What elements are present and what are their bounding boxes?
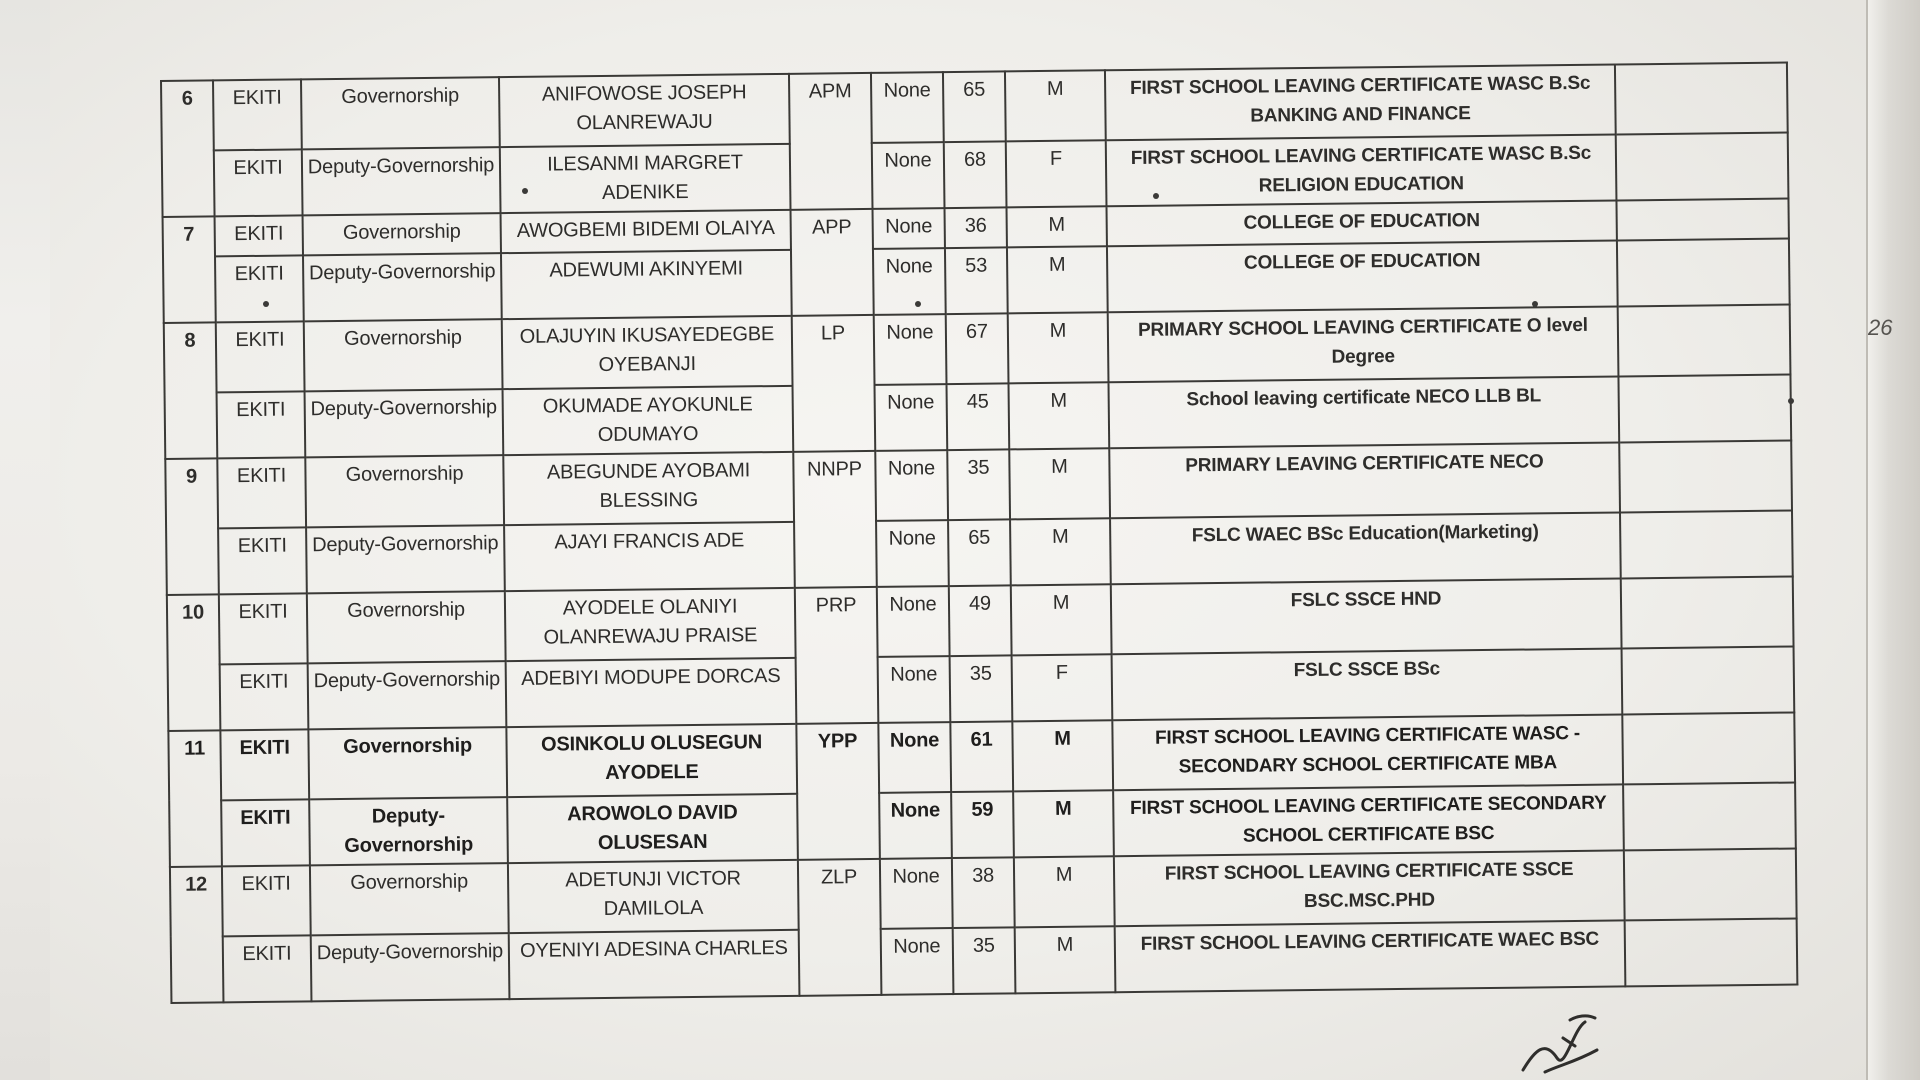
position-cell: Governorship bbox=[305, 455, 504, 527]
party-cell: YPP bbox=[796, 723, 880, 860]
age-cell: 67 bbox=[946, 313, 1009, 384]
state-cell: EKITI bbox=[215, 215, 303, 256]
party-cell: ZLP bbox=[798, 859, 882, 996]
blank-cell bbox=[1618, 305, 1791, 377]
candidate-name-cell: ADEBIYI MODUPE DORCAS bbox=[506, 658, 797, 727]
party-cell: NNPP bbox=[793, 451, 877, 588]
position-cell: Governorship bbox=[307, 591, 506, 663]
pwd-cell: None bbox=[879, 792, 952, 859]
qualification-cell: FSLC SSCE HND bbox=[1111, 578, 1622, 654]
candidate-name-cell: ANIFOWOSE JOSEPH OLANREWAJU bbox=[499, 74, 790, 147]
gender-cell: M bbox=[1009, 448, 1110, 519]
gender-cell: M bbox=[1007, 246, 1108, 313]
serial-number-cell: 12 bbox=[170, 866, 224, 1003]
pen-mark bbox=[1532, 301, 1538, 307]
blank-cell bbox=[1615, 63, 1788, 135]
blank-cell bbox=[1623, 782, 1796, 850]
pwd-cell: None bbox=[878, 656, 951, 723]
qualification-cell: FIRST SCHOOL LEAVING CERTIFICATE WASC - SECONDARY SCHOOL CERTIFICATE MBA bbox=[1112, 714, 1623, 790]
qualification-cell: FIRST SCHOOL LEAVING CERTIFICATE WAEC BSC bbox=[1115, 920, 1626, 992]
qualification-cell: COLLEGE OF EDUCATION bbox=[1107, 240, 1618, 312]
qualification-cell: FSLC SSCE BSc bbox=[1112, 648, 1623, 720]
candidate-name-cell: OSINKOLU OLUSEGUN AYODELE bbox=[506, 724, 797, 797]
qualification-cell: FIRST SCHOOL LEAVING CERTIFICATE SSCE BSC.MSC.PHD bbox=[1114, 850, 1625, 926]
position-cell: Governorship bbox=[310, 863, 509, 935]
pen-mark bbox=[522, 188, 528, 194]
age-cell: 45 bbox=[947, 383, 1010, 450]
candidate-name-cell: OLAJUYIN IKUSAYEDEGBE OYEBANJI bbox=[502, 316, 793, 389]
candidate-name-cell: AJAYI FRANCIS ADE bbox=[504, 522, 795, 591]
candidate-table-wrapper bbox=[160, 62, 1796, 1004]
gender-cell: M bbox=[1008, 312, 1109, 383]
state-cell: EKITI bbox=[221, 799, 310, 866]
position-cell: Deputy-Governorship bbox=[303, 253, 502, 321]
blank-cell bbox=[1622, 713, 1795, 785]
blank-cell bbox=[1616, 199, 1788, 241]
party-cell: PRP bbox=[795, 587, 879, 724]
pwd-cell: None bbox=[877, 586, 950, 657]
state-cell: EKITI bbox=[217, 391, 306, 458]
pwd-cell: None bbox=[873, 248, 946, 315]
position-cell: Governorship bbox=[301, 77, 500, 149]
candidate-name-cell: OKUMADE AYOKUNLE ODUMAYO bbox=[503, 386, 794, 455]
candidate-name-cell: ABEGUNDE AYOBAMI BLESSING bbox=[503, 452, 794, 525]
position-cell: Deputy-Governorship bbox=[308, 661, 507, 729]
candidate-name-cell: AWOGBEMI BIDEMI OLAIYA bbox=[501, 210, 791, 253]
serial-number-cell: 9 bbox=[165, 458, 219, 595]
age-cell: 36 bbox=[945, 207, 1007, 248]
next-page-edge bbox=[1866, 0, 1920, 1080]
gender-cell: M bbox=[1014, 856, 1115, 927]
age-cell: 35 bbox=[953, 927, 1016, 994]
party-cell: APP bbox=[791, 209, 874, 316]
state-cell: EKITI bbox=[220, 729, 309, 800]
pen-mark bbox=[915, 301, 921, 307]
pwd-cell: None bbox=[875, 450, 948, 521]
pen-mark bbox=[1153, 193, 1159, 199]
gender-cell: M bbox=[1015, 926, 1116, 993]
blank-cell bbox=[1621, 577, 1794, 649]
state-cell: EKITI bbox=[219, 593, 308, 664]
pwd-cell: None bbox=[876, 520, 949, 587]
age-cell: 38 bbox=[952, 857, 1015, 928]
blank-cell bbox=[1616, 133, 1789, 201]
qualification-cell: FSLC WAEC BSc Education(Marketing) bbox=[1110, 512, 1621, 584]
qualification-cell: FIRST SCHOOL LEAVING CERTIFICATE WASC B.Sc BANKING AND FINANCE bbox=[1105, 64, 1616, 140]
age-cell: 53 bbox=[945, 247, 1008, 314]
position-cell: Deputy-Governorship bbox=[306, 525, 505, 593]
candidate-name-cell: ADEWUMI AKINYEMI bbox=[501, 250, 792, 319]
qualification-cell: FIRST SCHOOL LEAVING CERTIFICATE SECONDARY SCHOOL CERTIFICATE BSC bbox=[1113, 784, 1624, 856]
candidate-name-cell: AROWOLO DAVID OLUSESAN bbox=[507, 794, 798, 863]
blank-cell bbox=[1625, 918, 1798, 986]
candidate-name-cell: OYENIYI ADESINA CHARLES bbox=[509, 930, 800, 999]
position-cell: Deputy-Governorship bbox=[302, 147, 501, 215]
signature-mark bbox=[1515, 1010, 1605, 1080]
candidate-list-table bbox=[160, 62, 1798, 1004]
position-cell: Governorship bbox=[304, 319, 503, 391]
pen-mark bbox=[1788, 398, 1794, 404]
state-cell: EKITI bbox=[218, 527, 307, 594]
blank-cell bbox=[1624, 848, 1797, 920]
pwd-cell: None bbox=[880, 858, 953, 929]
position-cell: Deputy-Governorship bbox=[309, 797, 508, 865]
candidate-name-cell: AYODELE OLANIYI OLANREWAJU PRAISE bbox=[505, 588, 796, 661]
position-cell: Governorship bbox=[303, 213, 501, 255]
blank-cell bbox=[1619, 441, 1792, 513]
pwd-cell: None bbox=[872, 142, 945, 209]
pwd-cell: None bbox=[881, 928, 954, 995]
gender-cell: F bbox=[1012, 654, 1113, 721]
pen-mark bbox=[263, 301, 269, 307]
gender-cell: M bbox=[1008, 382, 1109, 449]
serial-number-cell: 6 bbox=[161, 80, 215, 217]
qualification-cell: PRIMARY SCHOOL LEAVING CERTIFICATE O level Degree bbox=[1108, 306, 1619, 382]
party-cell: APM bbox=[789, 73, 873, 210]
state-cell: EKITI bbox=[220, 663, 309, 730]
blank-cell bbox=[1618, 375, 1791, 443]
age-cell: 35 bbox=[947, 449, 1010, 520]
age-cell: 59 bbox=[951, 791, 1014, 858]
gender-cell: F bbox=[1006, 140, 1107, 207]
pwd-cell: None bbox=[875, 384, 948, 451]
age-cell: 49 bbox=[949, 585, 1012, 656]
qualification-cell: School leaving certificate NECO LLB BL bbox=[1108, 376, 1619, 448]
state-cell: EKITI bbox=[216, 321, 305, 392]
position-cell: Governorship bbox=[308, 727, 507, 799]
state-cell: EKITI bbox=[214, 149, 303, 216]
gender-cell: M bbox=[1006, 206, 1106, 247]
party-cell: LP bbox=[792, 315, 876, 452]
age-cell: 65 bbox=[943, 71, 1006, 142]
position-cell: Deputy-Governorship bbox=[305, 389, 504, 457]
gender-cell: M bbox=[1005, 70, 1106, 141]
candidate-name-cell: ILESANMI MARGRET ADENIKE bbox=[500, 144, 791, 213]
state-cell: EKITI bbox=[213, 79, 302, 150]
state-cell: EKITI bbox=[215, 255, 304, 322]
age-cell: 35 bbox=[950, 655, 1013, 722]
serial-number-cell: 10 bbox=[167, 594, 221, 731]
serial-number-cell: 7 bbox=[163, 216, 216, 323]
state-cell: EKITI bbox=[222, 865, 311, 936]
serial-number-cell: 8 bbox=[164, 322, 218, 459]
gender-cell: M bbox=[1011, 584, 1112, 655]
blank-cell bbox=[1622, 647, 1795, 715]
pwd-cell: None bbox=[878, 722, 951, 793]
blank-cell bbox=[1617, 239, 1790, 307]
state-cell: EKITI bbox=[223, 935, 312, 1002]
serial-number-cell: 11 bbox=[168, 730, 222, 867]
qualification-cell: COLLEGE OF EDUCATION bbox=[1106, 200, 1616, 246]
state-cell: EKITI bbox=[217, 457, 306, 528]
position-cell: Deputy-Governorship bbox=[311, 933, 510, 1001]
age-cell: 68 bbox=[944, 141, 1007, 208]
pwd-cell: None bbox=[874, 314, 947, 385]
margin-page-note: 26 bbox=[1868, 315, 1893, 340]
pwd-cell: None bbox=[873, 208, 945, 249]
qualification-cell: PRIMARY LEAVING CERTIFICATE NECO bbox=[1109, 442, 1620, 518]
age-cell: 61 bbox=[950, 721, 1013, 792]
age-cell: 65 bbox=[948, 519, 1011, 586]
qualification-cell: FIRST SCHOOL LEAVING CERTIFICATE WASC B.Sc RELIGION EDUCATION bbox=[1106, 134, 1617, 206]
blank-cell bbox=[1620, 511, 1793, 579]
gender-cell: M bbox=[1010, 518, 1111, 585]
gender-cell: M bbox=[1012, 720, 1113, 791]
gender-cell: M bbox=[1013, 790, 1114, 857]
pwd-cell: None bbox=[871, 72, 944, 143]
candidate-name-cell: ADETUNJI VICTOR DAMILOLA bbox=[508, 860, 799, 933]
